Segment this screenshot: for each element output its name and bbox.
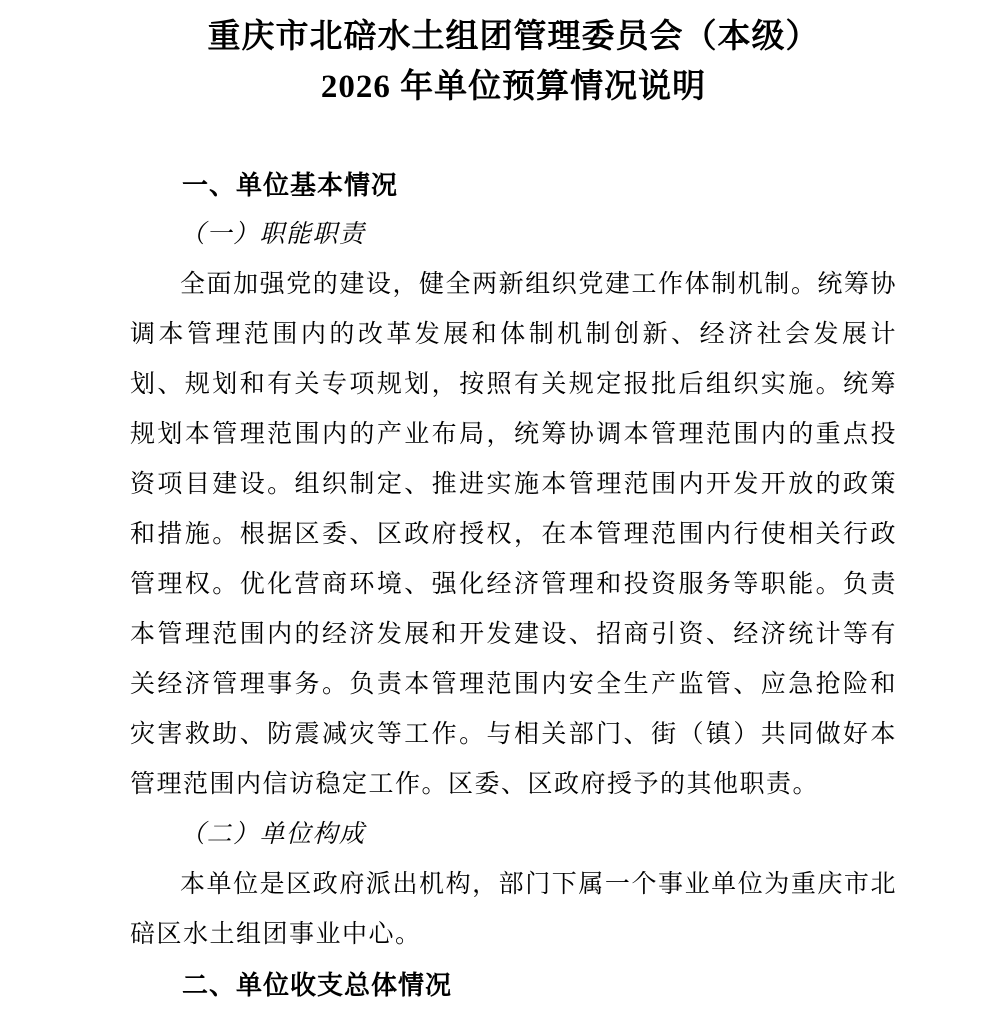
paragraph-composition-body: 本单位是区政府派出机构，部门下属一个事业单位为重庆市北碚区水土组团事业中心。 [130, 871, 897, 948]
title-line-1: 重庆市北碚水土组团管理委员会（本级） [207, 19, 820, 55]
document-title [130, 12, 897, 112]
subsection-heading-composition: （二）单位构成 [180, 821, 366, 848]
paragraph-functions-body: 全面加强党的建设，健全两新组织党建工作体制机制。统筹协调本管理范围内的改革发展和体制机制创新、经济社会发展计划、规划和有关专项规划，按照有关规定报批后组织实施。统筹规划本管理范围内的产业布局，统筹协调本管理范围内的重点投资项目建设。组织制定、推进实施本管理范围内开发开放的政策和措施。根据区委、区政府授权，在本管理范围内行使相关行政管理权。优化营商环境、强化经济管理和投资服务等职能。负责本管理范围内的经济发展和开发建设、招商引资、经济统计等有关经济管理事务。负责本管理范围内安全生产监管、应急抢险和灾害救助、防震减灾等工作。与相关部门、街（镇）共同做好本管理范围内信访稳定工作。区委、区政府授予的其他职责。 [130, 271, 897, 798]
subsection-heading-functions: （一）职能职责 [180, 221, 366, 248]
section-heading-revenue-expenditure: 二、单位收支总体情况 [182, 970, 453, 1000]
section-heading-basic-info: 一、单位基本情况 [182, 170, 399, 200]
title-line-2: 2026 年单位预算情况说明 [320, 69, 707, 105]
